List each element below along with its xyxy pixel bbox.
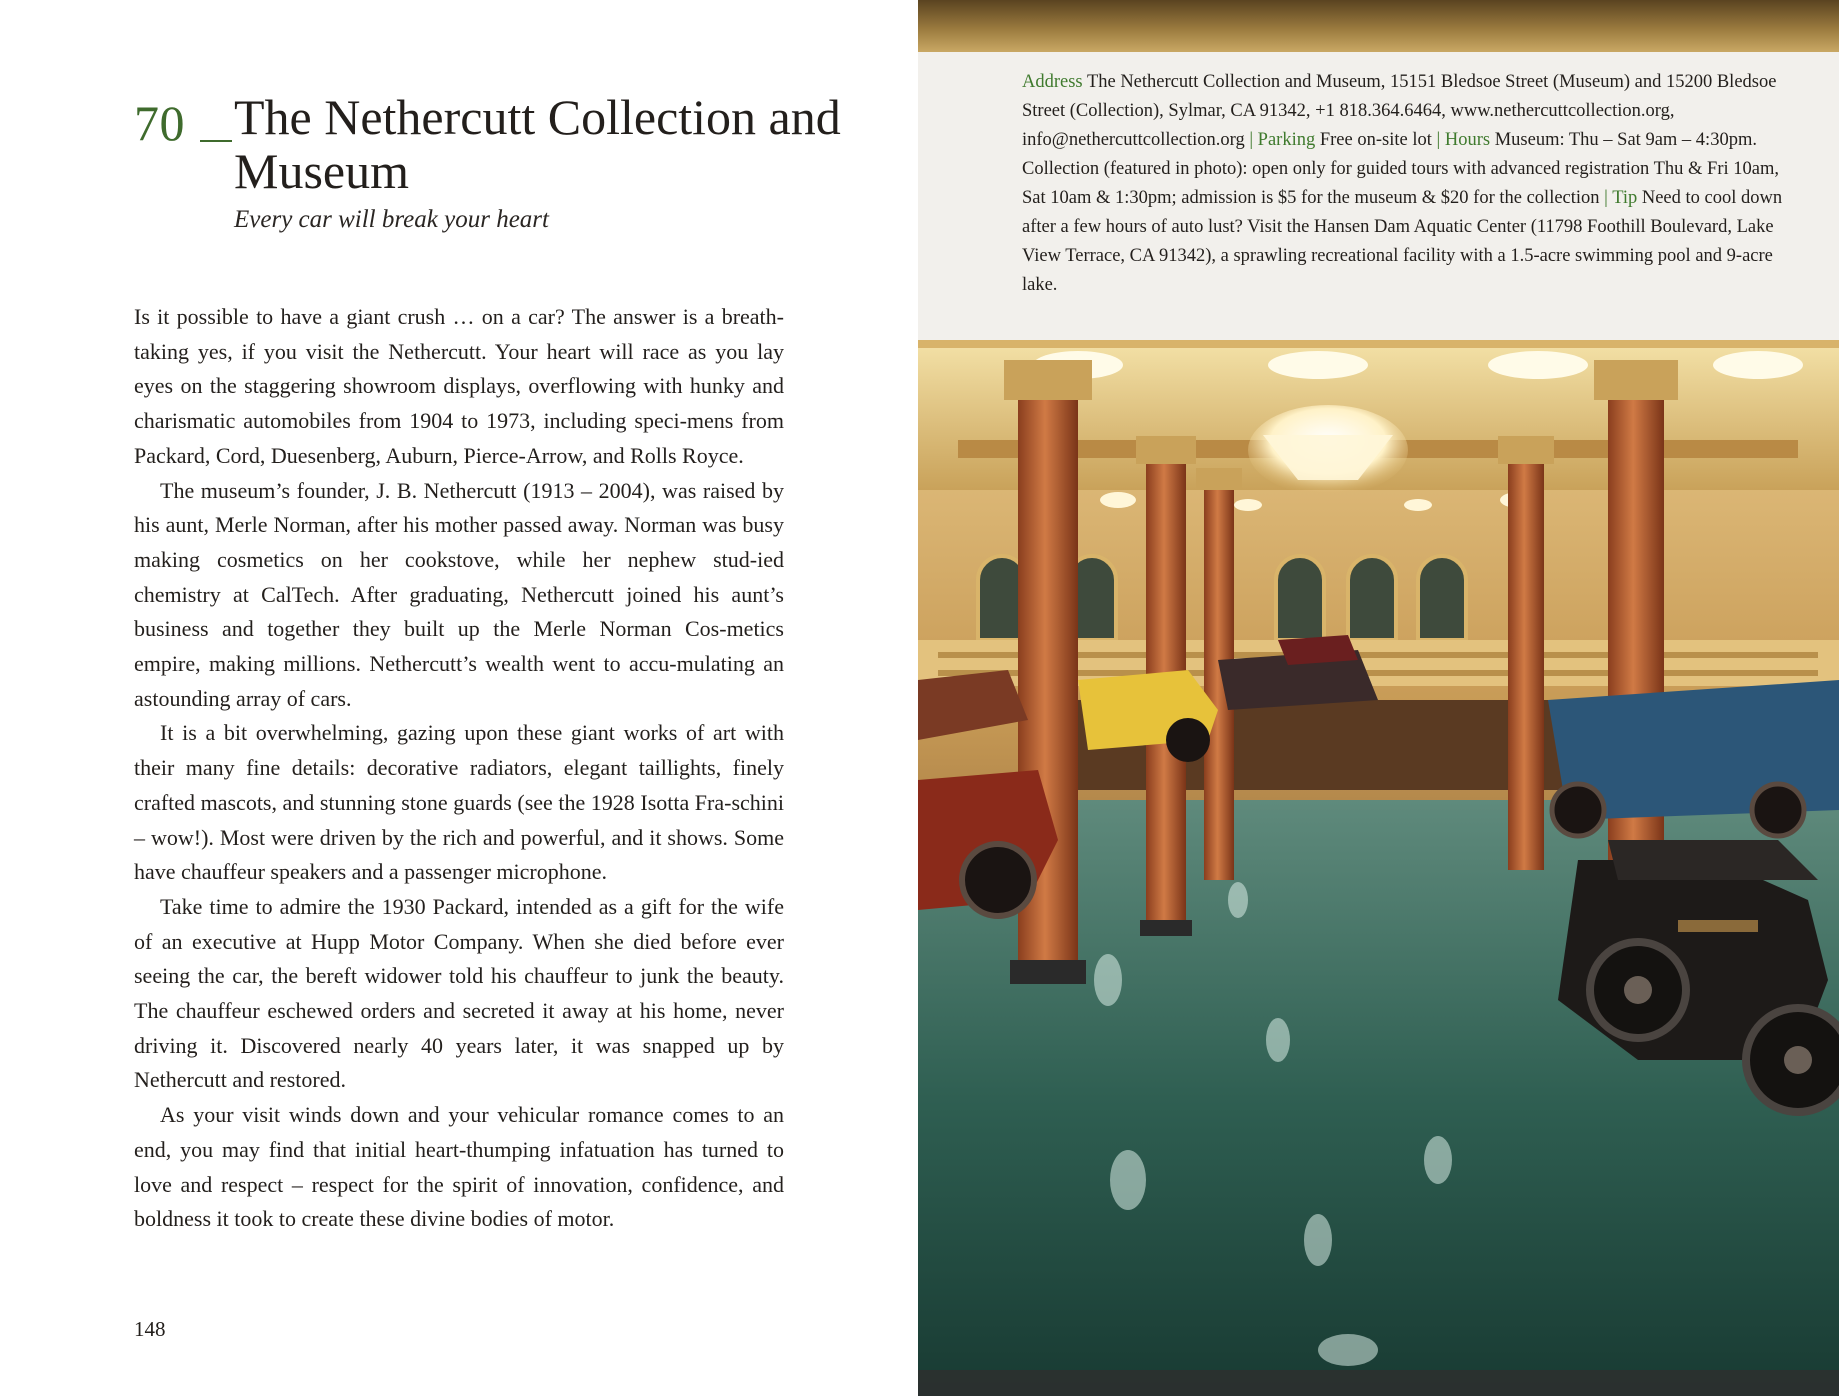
body-paragraph: Take time to admire the 1930 Packard, intended as a gift for the wife of an executive at Hupp Motor Company. When she died before ever seeing the car, the bereft widower told his chauffeur to junk the beauty. The chauffeur eschewed orders and secreted it away at his home, never driving it. Discovered nearly 40 years later, it was snapped up by Nethercutt and restored. <box>134 893 784 1093</box>
body-paragraph: Is it possible to have a giant crush … on a car? The answer is a breath-taking yes, if you visit the Nethercutt. Your heart will race as you lay eyes on the staggering showroom displays, overflowing with hunky and charismatic automobiles from 1904 to 1973, including speci-mens from Packard, Cord, Duesenberg, Auburn, Pierce-Arrow, and Rolls Royce. <box>134 304 784 468</box>
parking-label: Parking <box>1257 130 1316 150</box>
body-paragraph: As your visit winds down and your vehicular romance comes to an end, you may find that initial heart-thumping infatuation has turned to love and respect – respect for the spirit of innovation, confidence, and boldness it took to create these divine bodies of motor. <box>134 1102 784 1232</box>
chapter-subtitle: Every car will break your heart <box>234 206 549 233</box>
ceiling-photo-strip <box>918 0 1839 52</box>
left-page <box>0 0 918 1396</box>
chapter-number-rule <box>200 140 232 142</box>
article-body <box>134 300 784 1237</box>
page-number: 148 <box>134 1317 166 1341</box>
tip-text: Need to cool down after a few hours of auto lust? Visit the Hansen Dam Aquatic Center (11798 Foothill Boulevard, Lake View Terrace, CA 91342), a sprawling recreational facility with a 1.5-acre swimming pool and 9-acre lake. <box>1022 188 1783 295</box>
body-paragraph: The museum’s founder, J. B. Nethercutt (1913 – 2004), was raised by his aunt, Merle Norman, after his mother passed away. Norman was busy making cosmetics on her cookstove, while her nephew stud-ied chemistry at CalTech. After graduating, Nethercutt joined his aunt’s business and together they built up the Merle Norman Cos-metics empire, making millions. Nethercutt’s wealth went to accu-mulating an astounding array of cars. <box>134 477 784 711</box>
visitor-info-box <box>918 52 1839 340</box>
info-separator: | <box>1436 130 1441 150</box>
hours-label: Hours <box>1444 130 1491 150</box>
info-separator: | <box>1604 188 1608 208</box>
museum-showroom-photo <box>918 340 1839 1396</box>
right-page <box>918 0 1839 1396</box>
body-paragraph: It is a bit overwhelming, gazing upon these giant works of art with their many fine details: decorative radiators, elegant taillights, finely crafted mascots, and stunning stone guards (see the 1928 Isotta Fra-schini – wow!). Most were driven by the rich and powerful, and it shows. Some have chauffeur speakers and a passenger microphone. <box>134 720 784 885</box>
address-text: The Nethercutt Collection and Museum, 15151 Bledsoe Street (Museum) and 15200 Bledsoe Street (Collection), Sylmar, CA 91342, +1 818.364.6464, www.nethercuttcollection.org, info@nethercuttcollection.org <box>1022 72 1777 150</box>
chapter-title: The Nethercutt Collection and Museum <box>234 89 841 199</box>
info-separator: | <box>1249 130 1254 150</box>
visitor-info-text <box>1022 68 1802 300</box>
chapter-number: 70 <box>134 95 185 151</box>
hours-text: Museum: Thu – Sat 9am – 4:30pm. Collection (featured in photo): open only for guided tours with advanced registration Thu & Fri 10am, Sat 10am & 1:30pm; admission is $5 for the museum & $20 for the collection <box>1022 130 1779 208</box>
tip-label: Tip <box>1612 188 1638 208</box>
parking-text: Free on-site lot <box>1319 130 1432 150</box>
address-label: Address <box>1022 72 1083 92</box>
